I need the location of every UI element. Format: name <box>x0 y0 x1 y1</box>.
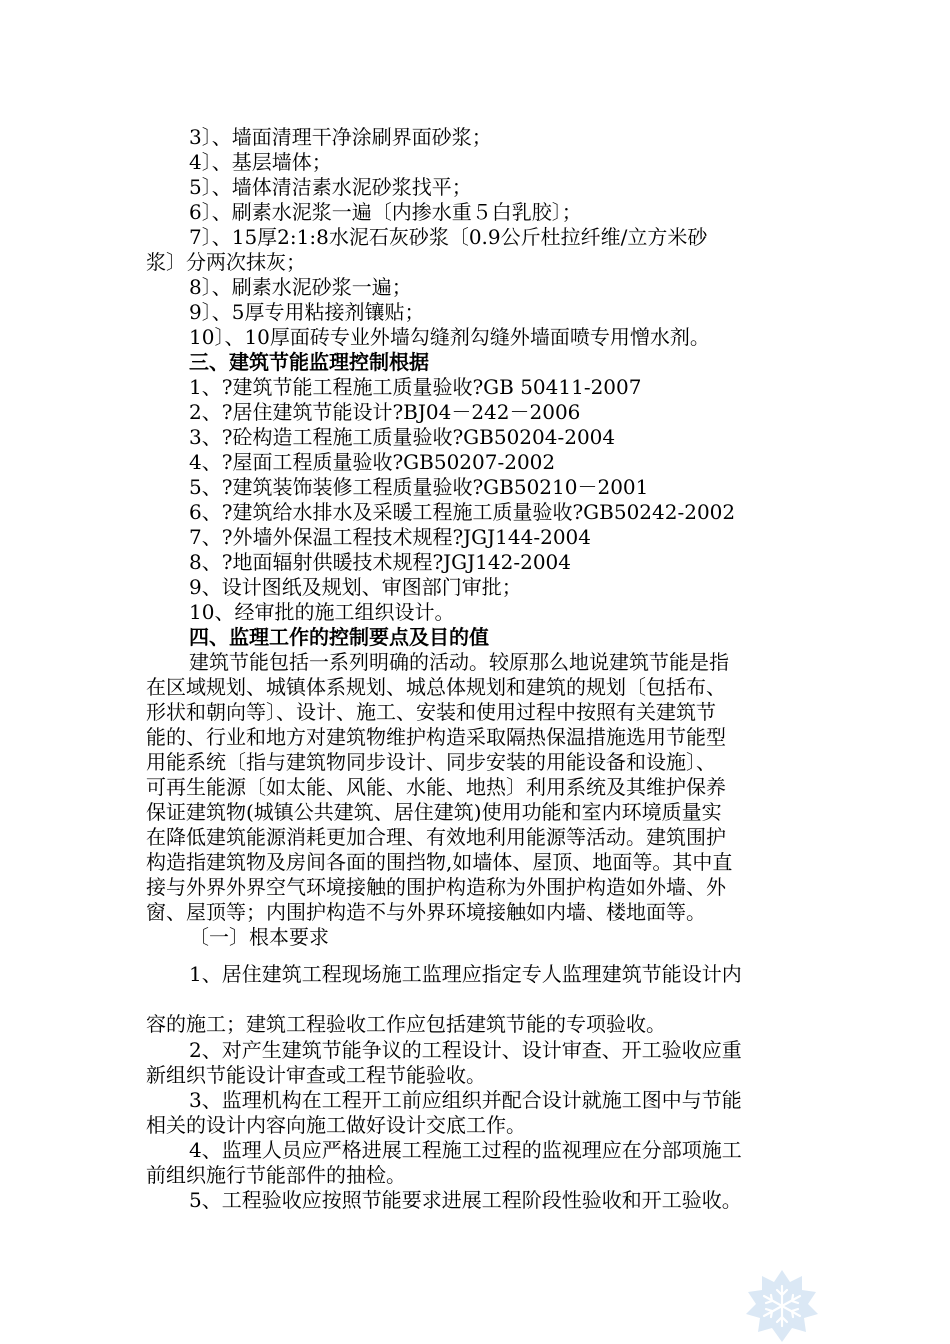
list-item: 10、经审批的施工组织设计。 <box>189 600 455 624</box>
paragraph-line: 建筑节能包括一系列明确的活动。较原那么地说建筑节能是指 <box>189 650 729 674</box>
paragraph-line: 3、监理机构在工程开工前应组织并配合设计就施工图中与节能 <box>189 1088 742 1112</box>
section-heading: 三、建筑节能监理控制根据 <box>189 350 429 374</box>
list-item: 7〕、15厚2:1:8水泥石灰砂浆〔0.9公斤杜拉纤维/立方米砂 <box>189 225 708 249</box>
list-item: 5、?建筑装饰装修工程质量验收?GB50210－2001 <box>189 475 649 499</box>
list-item: 7、?外墙外保温工程技术规程?JGJ144-2004 <box>189 525 592 549</box>
paragraph-line: 1、居住建筑工程现场施工监理应指定专人监理建筑节能设计内 <box>189 962 742 986</box>
paragraph-line: 用能系统〔指与建筑物同步设计、同步安装的用能设备和设施〕、 <box>146 750 716 774</box>
paragraph-line: 在降低建筑能源消耗更加合理、有效地利用能源等活动。建筑围护 <box>146 825 726 849</box>
list-item: 3、?砼构造工程施工质量验收?GB50204-2004 <box>189 425 616 449</box>
list-item: 9〕、5厚专用粘接剂镶贴； <box>189 300 425 324</box>
section-heading: 四、监理工作的控制要点及目的值 <box>189 625 489 649</box>
paragraph-line: 构造指建筑物及房间各面的围挡物,如墙体、屋顶、地面等。其中直 <box>146 850 733 874</box>
paragraph-line: 在区域规划、城镇体系规划、城总体规划和建筑的规划〔包括布、 <box>146 675 726 699</box>
list-item: 1、?建筑节能工程施工质量验收?GB 50411-2007 <box>189 375 642 399</box>
paragraph-line: 形状和朝向等〕、设计、施工、安装和使用过程中按照有关建筑节 <box>146 700 716 724</box>
paragraph-line: 新组织节能设计审查或工程节能验收。 <box>146 1063 486 1087</box>
paragraph-line: 保证建筑物(城镇公共建筑、居住建筑)使用功能和室内环境质量实 <box>146 800 722 824</box>
list-item-continuation: 浆〕分两次抹灰； <box>146 250 306 274</box>
list-item: 3〕、墙面清理干净涂刷界面砂浆； <box>189 125 492 149</box>
list-item: 8〕、刷素水泥砂浆一遍； <box>189 275 412 299</box>
paragraph-line: 相关的设计内容向施工做好设计交底工作。 <box>146 1113 526 1137</box>
paragraph-line: 接与外界外界空气环境接触的围护构造称为外围护构造如外墙、外 <box>146 875 726 899</box>
paragraph-line: 能的、行业和地方对建筑物维护构造采取隔热保温措施选用节能型 <box>146 725 726 749</box>
paragraph-line: 4、监理人员应严格进展工程施工过程的监视理应在分部项施工 <box>189 1138 742 1162</box>
paragraph-line: 5、工程验收应按照节能要求进展工程阶段性验收和开工验收。 <box>189 1188 742 1212</box>
paragraph-line: 可再生能源〔如太能、风能、水能、地热〕利用系统及其维护保养 <box>146 775 726 799</box>
paragraph-line: 容的施工；建筑工程验收工作应包括建筑节能的专项验收。 <box>146 1012 666 1036</box>
subsection-heading: 〔一〕根本要求 <box>189 925 329 949</box>
paragraph-line: 前组织施行节能部件的抽检。 <box>146 1163 406 1187</box>
list-item: 6、?建筑给水排水及采暖工程施工质量验收?GB50242-2002 <box>189 500 736 524</box>
list-item: 4、?屋面工程质量验收?GB50207-2002 <box>189 450 556 474</box>
list-item: 6〕、刷素水泥浆一遍〔内掺水重５白乳胶〕； <box>189 200 582 224</box>
list-item: 8、?地面辐射供暖技术规程?JGJ142-2004 <box>189 550 572 574</box>
list-item: 2、?居住建筑节能设计?BJ04－242－2006 <box>189 400 581 424</box>
list-item: 10〕、10厚面砖专业外墙勾缝剂勾缝外墙面喷专用憎水剂。 <box>189 325 710 349</box>
snowflake-icon <box>744 1268 820 1344</box>
list-item: 5〕、墙体清洁素水泥砂浆找平； <box>189 175 472 199</box>
list-item: 9、设计图纸及规划、审图部门审批； <box>189 575 522 599</box>
list-item: 4〕、基层墙体； <box>189 150 332 174</box>
paragraph-line: 窗、屋顶等；内围护构造不与外界环境接触如内墙、楼地面等。 <box>146 900 706 924</box>
paragraph-line: 2、对产生建筑节能争议的工程设计、设计审查、开工验收应重 <box>189 1038 742 1062</box>
